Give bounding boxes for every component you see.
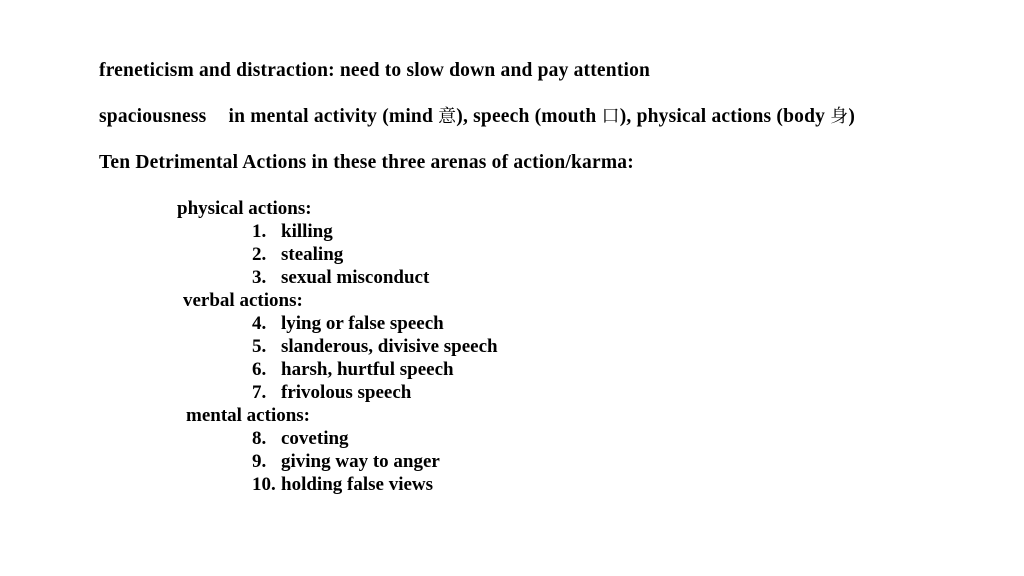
list-item-label: sexual misconduct — [281, 267, 430, 288]
list-item-number: 9. — [252, 451, 267, 472]
list-item-label: frivolous speech — [281, 382, 412, 403]
list-item — [252, 268, 429, 287]
list-item — [252, 337, 498, 356]
intro-line-freneticism: freneticism and distraction: need to slow down and pay attention — [99, 60, 651, 81]
list-item-label: stealing — [281, 244, 344, 265]
intro-line-ten-detrimental-actions: Ten Detrimental Actions in these three arenas of action/karma: — [99, 152, 634, 173]
cjk-mouth-character: 口 — [601, 106, 620, 127]
list-item — [252, 383, 411, 402]
section-header-physical: physical actions: — [177, 198, 312, 219]
list-item — [252, 360, 454, 379]
list-item-number: 3. — [252, 267, 267, 288]
section-header-mental: mental actions: — [186, 405, 311, 426]
list-item-label: killing — [281, 221, 333, 242]
list-item — [252, 245, 343, 264]
list-item — [252, 475, 433, 494]
list-item-number: 6. — [252, 359, 267, 380]
list-item-number: 7. — [252, 382, 267, 403]
section-header-verbal: verbal actions: — [183, 290, 303, 311]
list-item-number: 1. — [252, 221, 267, 242]
intro-line-spaciousness — [99, 107, 855, 127]
closing-paren: ) — [848, 106, 856, 127]
list-item — [252, 429, 349, 448]
list-item-label: holding false views — [281, 474, 434, 495]
mind-phrase: in mental activity (mind — [228, 106, 439, 127]
list-item — [252, 314, 444, 333]
cjk-mind-character: 意 — [438, 106, 457, 127]
list-item-label: slanderous, divisive speech — [281, 336, 498, 357]
list-item-label: giving way to anger — [281, 451, 440, 472]
list-item-number: 2. — [252, 244, 267, 265]
cjk-body-character: 身 — [830, 106, 849, 127]
list-item — [252, 222, 333, 241]
list-item — [252, 452, 440, 471]
body-phrase: ), physical actions (body — [619, 106, 831, 127]
list-item-number: 5. — [252, 336, 267, 357]
list-item-label: lying or false speech — [281, 313, 444, 334]
speech-phrase: ), speech (mouth — [456, 106, 602, 127]
list-item-label: coveting — [281, 428, 349, 449]
list-item-label: harsh, hurtful speech — [281, 359, 454, 380]
list-item-number: 8. — [252, 428, 267, 449]
spaciousness-lead: spaciousness — [99, 106, 207, 127]
list-item-number: 10. — [252, 474, 276, 495]
list-item-number: 4. — [252, 313, 267, 334]
